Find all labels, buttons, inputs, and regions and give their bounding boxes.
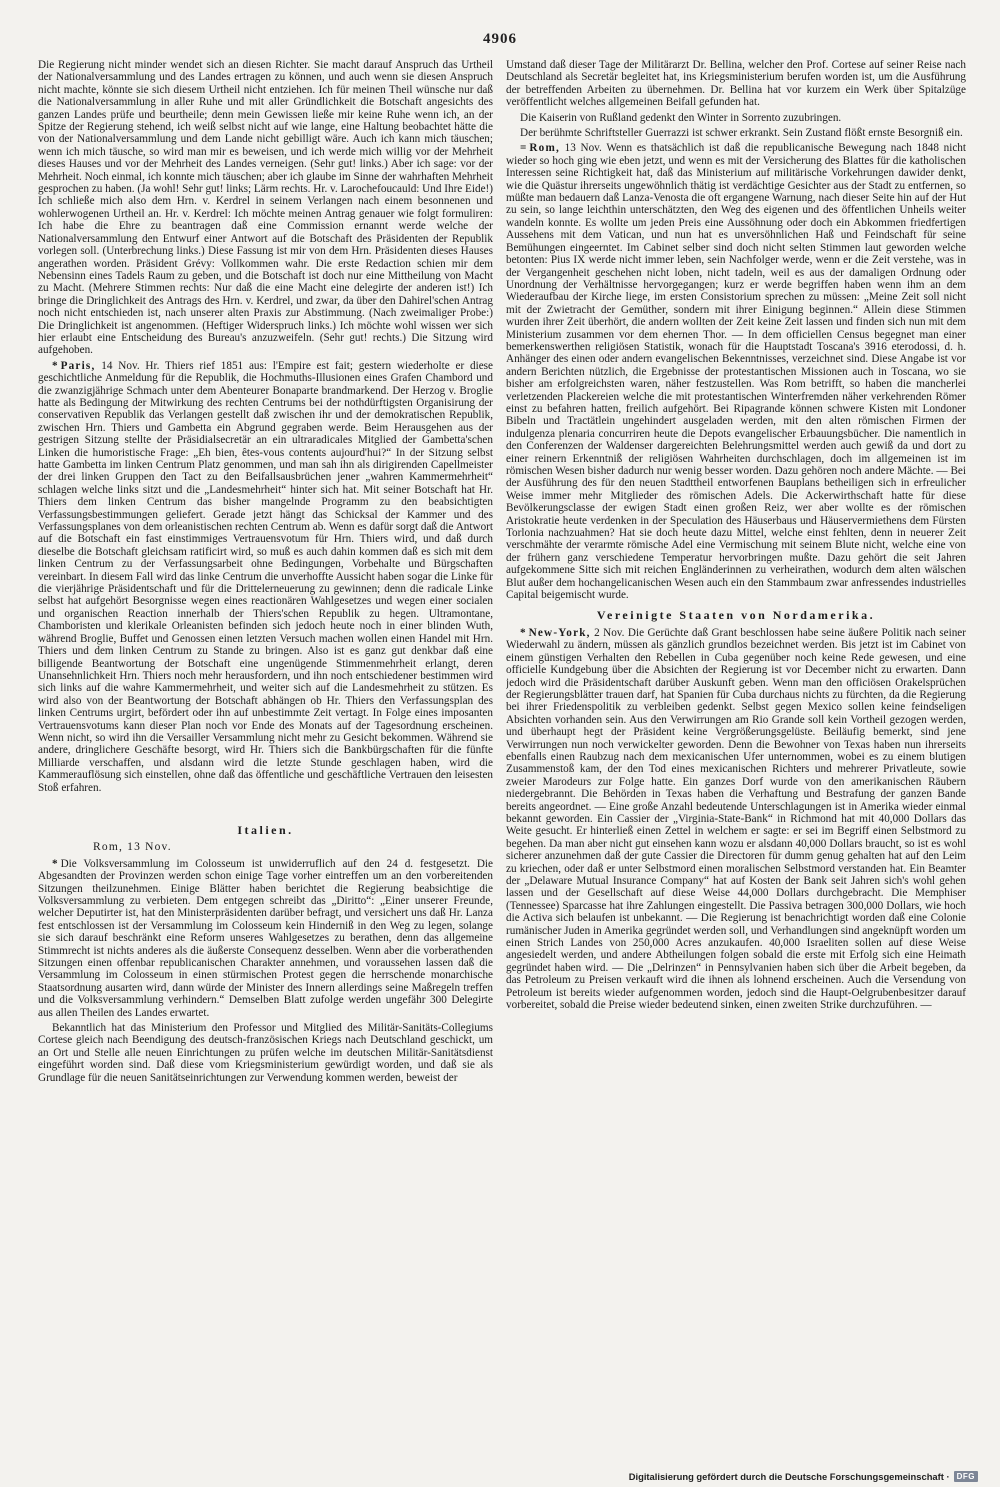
article-paragraph: Umstand daß dieser Tage der Militärarzt Dr. Bellina, welcher den Prof. Cortese auf seiner Reise nach Deutschland als Secretär begleitet hat, ins Kriegsministerium berufen worden ist, um die Ausführung der betreffenden Arbeiten zu übernehmen. Dr. Bellina hat vor kurzem ein Werk über Spitalzüge veröffentlicht welches allgemeinen Beifall gefunden hat. [506, 59, 966, 109]
article-marker: * [52, 857, 58, 870]
paris-report [38, 360, 493, 794]
rome-report [506, 142, 966, 601]
section-heading-united-states: Vereinigte Staaten von Nordamerika. [596, 608, 876, 623]
page-number: 4906 [483, 31, 517, 47]
article-paragraph: Die Regierung nicht minder wendet sich an diesen Richter. Sie macht darauf Anspruch das Urtheil der Nationalversammlung und des Landes ertragen zu können, und auch wenn sie diesen Anspruch nicht machte, könnte sie sich diesem Urtheil nicht entziehen. Ich für meinen Theil wünsche nur daß die Nationalversammlung in aller Ruhe und mit aller Gründlichkeit die Botschaft angesichts des ganzen Landes prüfe und beurtheile; denn mein Gewissen ließe mir keine Ruhe wenn ich, an der Spitze der Regierung stehend, ich weiß selbst nicht auf wie lange, eine Haltung beobachtet hätte die von der Nationalversammlung und dem Lande nicht gebilligt wäre. Auch ich kann mich täuschen; wenn ich mich täusche, so wird man mir es beweisen, und ich werde mich willig vor der Mehrheit dieses Hauses und vor der Mehrheit des Landes verneigen. (Sehr gut! links.) Aber ich sage: vor der Mehrheit. Noch einmal, ich konnte mich täuschen; aber ich glaube im Sinne der wahrhaften Mehrheit gesprochen zu haben. (Ja wohl! Sehr gut! links; Lärm rechts. Hr. v. Larochefoucauld: Und Ihre Eide!) Ich schließe mich also dem Hrn. v. Kerdrel in seinem Verlangen nach einem besonnenen und wohlerwogenen Urtheil an. Hr. v. Kerdrel: Ich möchte meinen Antrag genauer wie folgt formuliren: Ich habe die Ehre zu beantragen daß eine Commission ernannt werde welche der Nationalversammlung den Entwurf einer Antwort auf die Botschaft des Präsidenten der Republik vorlegen soll. (Unterbrechung links.) Diese Fassung ist mir von dem Hrn. Präsidenten dieses Hauses angerathen worden. Präsident Grévy: Vollkommen wahr. Die erste Redaction schien mir dem Nebensinn eines Tadels Raum zu geben, und die Botschaft ist doch nur eine Mittheilung von Macht zu Macht. (Mehrere Stimmen rechts: Nur daß die eine Macht eine delegirte der anderen ist!) Ich bringe die Dringlichkeit des Antrags des Hrn. v. Kerdrel, und zwar, da über den Dahirel'schen Antrag noch nicht entschieden ist, nach unserer alten Praxis zur Abstimmung. (Nach zweimaliger Probe:) Die Dringlichkeit ist angenommen. (Heftiger Widerspruch links.) Ich möchte wohl wissen wer sich hier erlaubt eine Entscheidung des Bureau's anzuzweifeln. (Sehr gut! rechts.) Die Sitzung wird aufgehoben. [38, 59, 493, 357]
article-marker: = [520, 142, 527, 155]
right-column [506, 59, 966, 1467]
dateline-place: Rom, [529, 142, 560, 155]
article-paragraph: Der berühmte Schriftsteller Guerrazzi ist schwer erkrankt. Sein Zustand flößt ernste Besorgniß ein. [520, 127, 963, 140]
dateline-place: Paris, [60, 359, 96, 372]
dateline: Rom, 13 Nov. [93, 841, 172, 854]
section-heading-italy: Italien. [237, 822, 294, 837]
article-text: 2 Nov. Die Gerüchte daß Grant beschlossen habe seine äußere Politik nach seiner Wiederwahl zu ändern, müssen als gänzlich grundlos bezeichnet werden. Bis jetzt ist im Cabinet von einem günstigen Verhalten den Rebellen in Cuba gegenüber noch keine Rede gewesen, und eine officielle Kundgebung über die Absichten der Regierung ist vor December nicht zu erwarten. Dann jedoch wird die Präsidentschaft darüber Auskunft geben. Wenn man den officiösen Orakelsprüchen der Regierungsblätter trauen darf, hat Spanien für Cuba durchaus nichts zu fürchten, da die Regierung bei ihrer Friedenspolitik zu verbleiben gedenkt. Selbst gegen Mexico sollen keine feindseligen Absichten vorhanden sein. Aus den Verwirrungen am Rio Grande soll kein Vortheil gezogen werden, und überhaupt hegt der Präsident keine Vergrößerungsgelüste. Beiläufig bemerkt, sind jene Verwirrungen nun noch verwickelter geworden. Denn die Bewohner von Texas haben nun ihrerseits ebenfalls einen Raubzug nach dem mexicanischen Ufer unternommen, wobei es zu einem blutigen Zusammenstoß kam, der den Tod eines mexicanischen Richters und mehrerer Privatleute, sowie zweier Marodeurs zur Folge hatte. Ein ganzes Dorf wurde von den amerikanischen Räubern niedergebrannt. Die Behörden in Texas haben die Verhaftung und Bestrafung der ganzen Bande bereits angeordnet. — Eine große Anzahl bedeutende Unterschlagungen ist in Amerika wieder einmal bekannt geworden. Ein Cassier der „Virginia-State-Bank“ in Richmond hat mit 40,000 Dollars das Weite gesucht. Er hinterließ einen Zettel in welchem er sagte: er sei im Begriff einen Selbstmord zu begehen. Da man aber nicht gut einsehen kann wozu er alsdann 40,000 Dollars braucht, so ist es wohl sicherer anzunehmen daß der gute Cassier die Directoren für dumm genug gehalten hat auf den Leim zu kriechen, oder daß er unter Selbstmord einen moralischen Selbstmord verstanden hat. Ein Beamter der „Delaware Mutual Insurance Company“ hat auf Kosten der Bank seit Jahren sich's wohl gehen lassen und der Gesellschaft auf diese Weise 44,000 Dollars durchgebracht. Die Memphiser (Tennessee) Sparcasse hat ihre Zahlungen eingestellt. Die Passiva betragen 300,000 Dollars, wie hoch die Activa sich belaufen ist unbekannt. — Die Regierung ist benachrichtigt worden daß eine Colonie rumänischer Juden in Amerika gegründet werden soll, und Verhandlungen sind angeknüpft worden um einen Strich Landes von 250,000 Acres anzukaufen. 40,000 Israeliten sollen auf diese Weise angesiedelt werden, und andere Abtheilungen folgen sobald die erste mit Erfolg sich eine Heimath gegründet haben wird. — Die „Delrinzen“ in Pennsylvanien haben sich über die Arbeit begeben, da das Petroleum zu Preisen verkauft wird die ihnen als lohnend erscheinen. Auch die Versendung von Petroleum ist bereits wieder aufgenommen worden, jedoch sind die Haupt-Oelgrubenbesitzer darauf vorbereitet, sobald die Preise wieder bedeutend sinken, einen zweiten Strike durchzuführen. — [506, 626, 966, 1012]
article-paragraph: Die Kaiserin von Rußland gedenkt den Winter in Sorrento zuzubringen. [520, 111, 842, 124]
article-text: Die Volksversammlung im Colosseum ist unwiderruflich auf den 24 d. festgesetzt. Die Abgesandten der Provinzen werden schon einige Tage vorher eintreffen um an den vorbereitenden Sitzungen theilzunehmen. Einige Blätter haben berichtet die Regierung beabsichtige die Volksversammlung zu verbieten. Dem entgegen schreibt das „Diritto“: „Einer unserer Freunde, welcher Deputirter ist, hat den Ministerpräsidenten darüber befragt, und versichert uns daß Hr. Lanza fest entschlossen ist der Versammlung im Colosseum kein Hinderniß in den Weg zu legen, solange sie sich darauf beschränkt eine Reform unseres Wahlgesetzes zu berathen, denn das allgemeine Stimmrecht ist nichts anderes als die äußerste Consequenz desselben. Wenn aber die vorberathenden Sitzungen einen offenbar republicanischen Charakter annehmen, und voraussehen lassen daß die Versammlung im Colosseum in einen stürmischen Protest gegen die herrschende monarchische Staatsordnung ausarten wird, dann würde der Minister des Innern allerdings seine Maßregeln treffen und die Volksversammlung verhindern.“ Demselben Blatt zufolge werden ungefähr 300 Delegirte aus allen Theilen des Landes erwartet. [38, 857, 493, 1019]
article-marker: * [520, 626, 526, 639]
digitization-credit [629, 1471, 978, 1482]
left-column [38, 59, 493, 1467]
dfg-logo-icon: DFG [954, 1471, 978, 1482]
article-text: 14 Nov. Hr. Thiers rief 1851 aus: l'Empire est fait; gestern wiederholte er diese geschichtliche Anmeldung für die Republik, die Hochmuths-Illusionen eines Grafen Chambord und die zwanzigjährige Schmach unter dem Abenteurer Bonaparte brandmarkend. Der Herzog v. Broglie hatte als Bedingung der Mitwirkung des rechten Centrums bei der nothdürftigsten Organisirung der conservativen Republik das Verlangen gestellt daß zwischen ihr und der demokratischen Republik, zwischen Hrn. Thiers und Gambetta ein Abgrund gegraben werde. Beim Herausgehen aus der gestrigen Sitzung stellte der Präsidialsecretär an ein ultraradicales Mitglied der Gambetta'schen Linken die humoristische Frage: „Eh bien, êtes-vous contents aujourd'hui?“ In der Sitzung selbst hatte Gambetta im linken Centrum Platz genommen, und man sah ihn als dirigirenden Capellmeister der drei linken Gruppen den Tact zu den Beifallsausbrüchen jener „wahren Kammermehrheit“ schlagen welche links sitzt und die „Landesmehrheit“ hinter sich hat. Mit seiner Botschaft hat Hr. Thiers dem linken Centrum das bisher mangelnde Programm zu den beabsichtigten Verfassungsbestimmungen geliefert. Gerade jetzt hängt das Schicksal der Kammer und des Verfassungsplanes von dem orleanistischen rechten Centrum ab. Wenn es dafür sorgt daß die Antwort auf die Botschaft ein fast einstimmiges Vertrauensvotum für Hrn. Thiers wird, und daß durch dieselbe die Botschaft gleichsam ratificirt wird, so muß es auch dahin kommen daß es sich mit dem linken Centrum zu der Verfassungsarbeit ohne Bedingungen, Vorbehalte und Bürgschaften vereinbart. In diesem Fall wird das linke Centrum die unverhoffte Aussicht haben sogar die Linke für die vierjährige Präsidentschaft und für die Drittelerneuerung zu gewinnen; denn die radicale Linke selbst hat aufgehört Besorgnisse wegen eines reactionären Wahlgesetzes und wegen einer socialen und organischen Reaction innerhalb der Thiers'schen Republik zu hegen. Ultramontane, Chamboristen und klerikale Orleanisten befinden sich jedoch heute noch in einer blinden Wuth, während Broglie, Buffet und Genossen einen letzten Versuch machen wollen einen Handel mit Hrn. Thiers und dem linken Centrum zu Stande zu bringen. Also ist es ganz gut denkbar daß eine billigende Beantwortung der Botschaft eine ungenügende Stimmenmehrheit erlangt, deren Unansehnlichkeit Hrn. Thiers noch mehr herausfordern, und ihn noch entschiedener bestimmen wird sich links auf die wahre Kammermehrheit, und weiter sich auf die Landesmehrheit zu stützen. Es wird also von der Beantwortung der Botschaft abhängen ob Hr. Thiers den Verfassungsplan des linken Centrums urgirt, befördert oder ihn auf unbestimmte Zeit vertagt. In Folge eines imposanten Vertrauensvotums kann dieser Plan noch vor Ende des Monats auf der Tagesordnung erscheinen. Wenn nicht, so wird ihn die Versailler Versammlung nicht mehr zu Gesicht bekommen. Während sie andere, dringlichere Geschäfte besorgt, wird Hr. Thiers sich die Bankbürgschaften für die fünfte Milliarde verschaffen, und alsdann wird die letzte Stunde geschlagen haben, wird die Kammerauflösung sich einstellen, ohne daß das öffentliche und geschäftliche Vertrauen den leisesten Stoß erfahren. [38, 359, 493, 794]
article-text: 13 Nov. Wenn es thatsächlich ist daß die republicanische Bewegung nach 1848 nicht wieder so hoch ging wie eben jetzt, und wenn es mit der Versicherung des Blattes für die katholischen Interessen seine Richtigkeit hat, daß das Ministerium auf militärische Vorkehrungen dawider denkt, wie die Quästur ihrerseits ungewöhnlich thätig ist verdächtige Gesichter aus der Stadt zu entfernen, so müßte man bedauern daß Lanza-Venosta die oft ergangene Warnung, nach dieser Seite hin auf der Hut zu sein, so lange leichthin unterschätzten, den Weg des eigenen und des öffentlichen Unheils weiter wandeln konnte. Es wollte um jeden Preis eine Aussöhnung oder doch ein Abkommen friedfertigen Aussehens mit dem Vatican, und nun hat es unversöhnlichen Haß und Feindschaft für seine Bemühungen eingeerntet. Im Cabinet selber sind doch nicht selten Stimmen laut geworden welche betonten: Pius IX werde nicht immer leben, sein Nachfolger werde, wenn er die Zeit verstehe, was in der Vergangenheit geschehen nicht loben, nicht tadeln, weil es aus der damaligen Ordnung oder Unordnung der Verhältnisse hervorgegangen; kurz er werde begriffen haben wenn ihm an dem Wiederaufbau der Kirche liege, im ersten Consistorium sprechen zu müssen: „Meine Zeit soll nicht mit der Zwietracht der Gemüther, sondern mit ihrer Einigung beginnen.“ Allein diese Stimmen wurden ihrer Zeit überhört, die andern wollten der Zeit keine Zeit lassen und finden sich nun mit dem Ministerium zusammen vor dem ehernen Thor. — In dem officiellen Census begegnet man einer bemerkenswerthen religiösen Statistik, wonach für die Hauptstadt Toscana's 3916 eterodossi, d. h. Anhänger des einen oder andern evangelischen Bekenntnisses, verzeichnet sind. Diese Angabe ist vor andern Berichten nützlich, die Ergebnisse der protestantischen Missionen auch in Toscana, wo sie bisher am erfolgreichsten waren, näher festzustellen. Was Rom betrifft, so haben die mancherlei verletzenden Plackereien welche die mit protestantischen Winterfremden näher verkehrenden Römer einst zu befahren hatten, freilich aufgehört. Bei Ripagrande können schwere Kisten mit Londoner Bibeln und Tractätlein ungehindert ausgeladen werden, mit den alten römischen Firmen der indulgenza plenaria concurriren heute die Depots evangelischer Erbauungsbücher. Die namentlich in den Conferenzen der Waldenser dargereichten Belehrungsmittel werden auch gewiß da und dort zu einer reinern Erkenntniß der religiösen Wahrheiten durchschlagen, doch im allgemeinen ist im römischen Wesen bisher dadurch nur wenig besser worden. Dazu gehören noch andere Mächte. — Bei der Ausführung des für den neuen Stadttheil entworfenen Bauplans betheiligen sich in erfreulicher Weise immer mehr Mitglieder des römischen Adels. Die Ackerwirthschaft hatte für diese Bevölkerungsclasse der ewigen Stadt einen großen Reiz, wer aber wollte es der römischen Aristokratie heute verdenken in der Speculation des Häuserbaus und Häuservermiethens dem Fürsten Torlonia nachzuahmen? Hat sie doch heute dazu Mittel, welche einst fehlten, denn in neuerer Zeit verschmähte der verarmte römische Adel eine Vermischung mit seinem Blute nicht, welche eine von der frühern ganz verschiedene Temperatur hervorbringen mußte. Dazu gehört die seit Jahren aufgekommene Sitte sich mit reichen Engländerinnen zu verheirathen, wodurch dem alten wälschen Blut außer dem hochangelicanischen Wesen auch ein den Stammbaum zwar anfressendes industrielles Capital beigemischt wurde. [506, 142, 966, 602]
article-paragraph: Bekanntlich hat das Ministerium den Professor und Mitglied des Militär-Sanitäts-Collegiums Cortese gleich nach Beendigung des deutsch-französischen Kriegs nach Deutschland geschickt, um an Ort und Stelle alle neuen Einrichtungen zu prüfen welche im deutschen Militär-Sanitätsdienst eingeführt worden sind. Daß diese vom Kriegsministerium gewürdigt worden, und daß sie als Grundlage für die neuen Sanitätseinrichtungen zur Verwendung kommen werden, beweist der [38, 1022, 493, 1084]
credit-text: Digitalisierung gefördert durch die Deutsche Forschungsgemeinschaft · [628, 1471, 950, 1482]
article-marker: * [52, 359, 58, 372]
new-york-report [506, 627, 966, 1012]
dateline-place: New-York, [528, 626, 591, 639]
rome-report [38, 858, 493, 1019]
